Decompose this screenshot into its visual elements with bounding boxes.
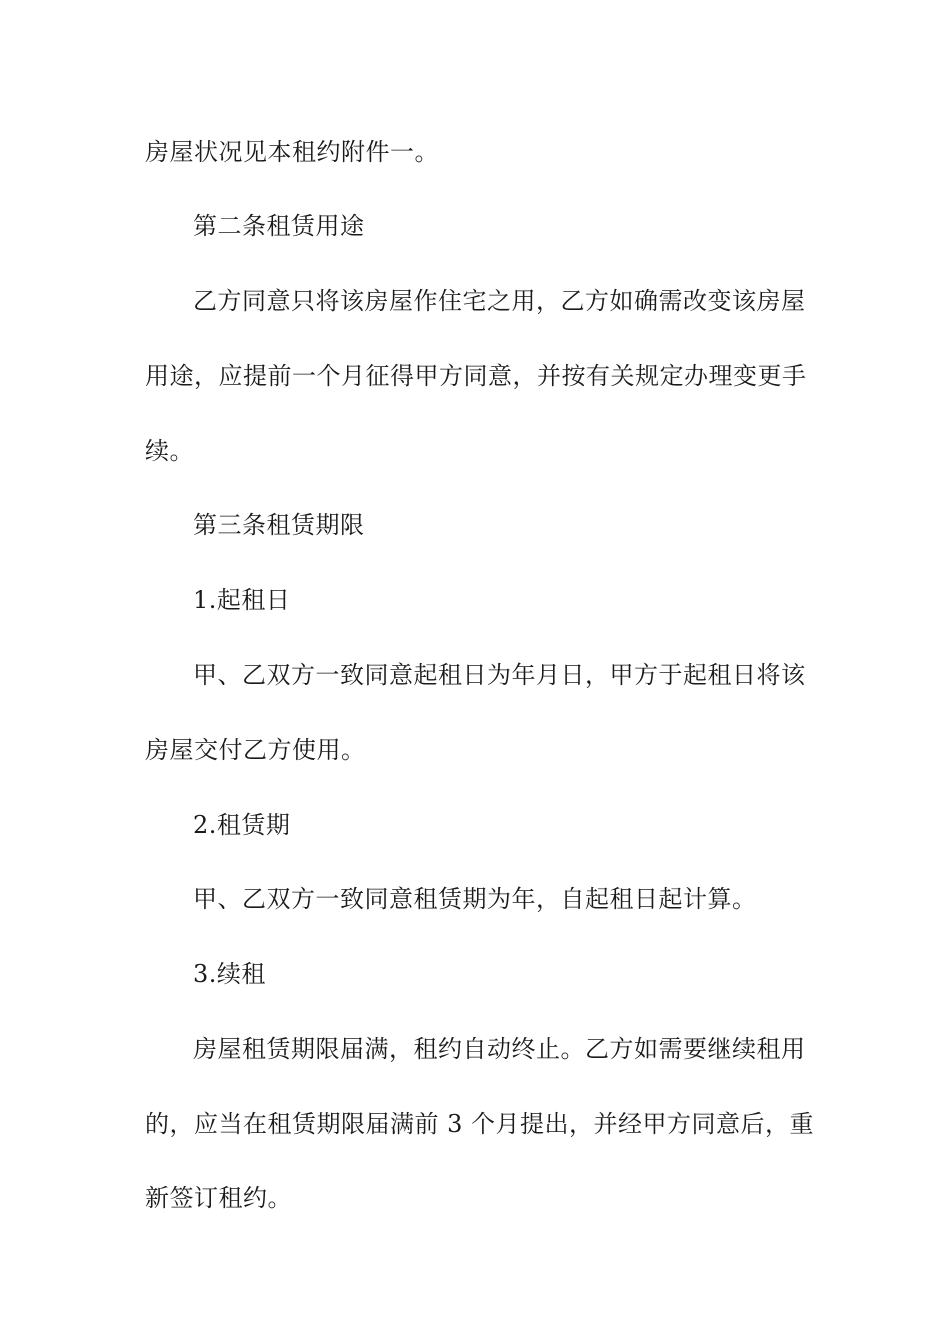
subheading-lease-term: 2.租赁期 <box>193 811 291 839</box>
section-heading-purpose: 第二条租赁用途 <box>193 212 365 240</box>
paragraph-line: 房屋状况见本租约附件一。 <box>145 138 439 166</box>
paragraph-line: 房屋租赁期限届满，租约自动终止。乙方如需要继续租用 <box>193 1035 806 1063</box>
subheading-renewal: 3.续租 <box>193 960 266 988</box>
paragraph-line: 续。 <box>145 437 194 465</box>
paragraph-line: 房屋交付乙方使用。 <box>145 736 366 764</box>
paragraph-line: 乙方同意只将该房屋作住宅之用，乙方如确需改变该房屋 <box>193 287 806 315</box>
subheading-start-date: 1.起租日 <box>193 586 291 614</box>
paragraph-line: 新签订租约。 <box>145 1184 292 1212</box>
section-heading-term: 第三条租赁期限 <box>193 511 365 539</box>
paragraph-line: 的，应当在租赁期限届满前 3 个月提出，并经甲方同意后，重 <box>145 1110 815 1138</box>
paragraph-line: 用途，应提前一个月征得甲方同意，并按有关规定办理变更手 <box>145 362 807 390</box>
paragraph-line: 甲、乙双方一致同意租赁期为年，自起租日起计算。 <box>193 885 757 913</box>
paragraph-line: 甲、乙双方一致同意起租日为年月日，甲方于起租日将该 <box>193 661 806 689</box>
